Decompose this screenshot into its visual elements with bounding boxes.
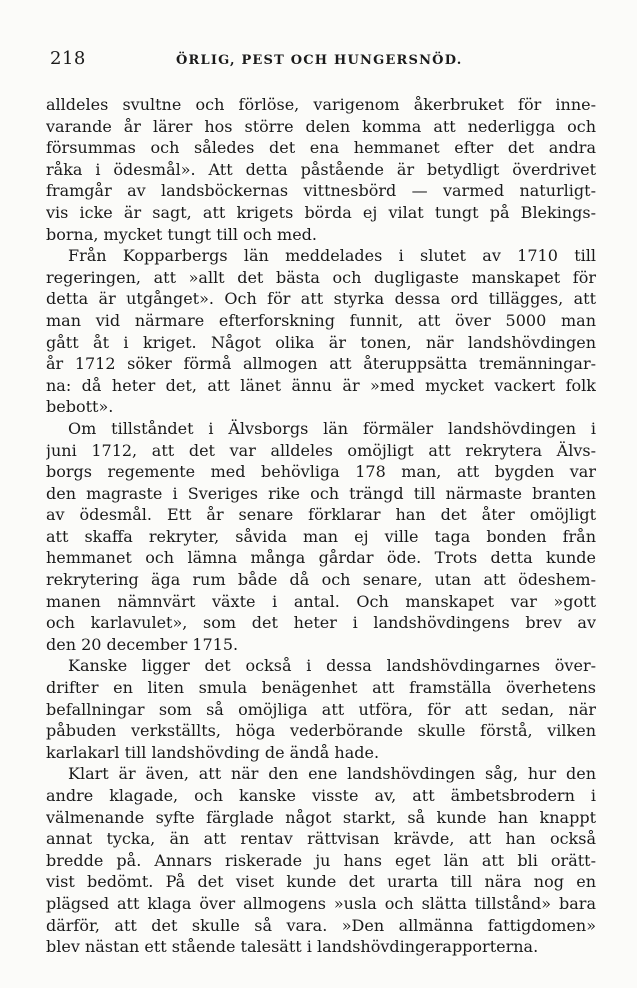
text-line: råka i ödesmål». Att detta påstående är betydligt överdrivet (46, 159, 596, 179)
text-line: därför, att det skulle så vara. »Den allmänna fattigdomen» (46, 915, 596, 935)
page-number: 218 (50, 48, 86, 69)
text-line: gått åt i kriget. Något olika är tonen, när landshövdingen (46, 332, 596, 352)
text-line: na: då heter det, att länet ännu är »med mycket vackert folk (46, 375, 596, 395)
running-head: ÖRLIG, PEST OCH HUNGERSNÖD. (176, 53, 463, 68)
text-line: drifter en liten smula benägenhet att framställa överhetens (46, 678, 596, 698)
text-line: den 20 december 1715. (46, 634, 239, 654)
text-line: blev nästan ett stående talesätt i landshövdingerapporterna. (46, 937, 539, 957)
text-line: alldeles svultne och förlöse, varigenom åkerbruket för inne- (46, 95, 596, 114)
text-line: borgs regemente med behövliga 178 man, att bygden var (46, 462, 596, 482)
text-line: detta är utgånget». Och för att styrka dessa ord tillägges, att (46, 289, 596, 309)
text-line: påbuden verkställts, höga vederbörande skulle förstå, vilken (46, 721, 596, 741)
text-line: karlakarl till landshövding de ändå hade. (46, 742, 380, 762)
text-line: framgår av landsböckernas vittnesbörd — varmed naturligt- (46, 181, 596, 201)
text-line: varande år lärer hos större delen komma att nederligga och (46, 116, 596, 136)
text-line: man vid närmare efterforskning funnit, att över 5000 man (46, 310, 596, 330)
text-line: andre klagade, och kanske visste av, att ämbetsbrodern i (46, 786, 596, 805)
text-line: bredde på. Annars riskerade ju hans eget län att bli orätt- (46, 850, 596, 870)
body-text (46, 94, 596, 958)
text-line: att skaffa rekryter, såvida man ej ville taga bonden från (46, 526, 596, 546)
page-header (50, 48, 587, 76)
text-line: den magraste i Sveriges rike och trängd till närmaste branten (46, 483, 596, 503)
text-line: Från Kopparbergs län meddelades i slutet av 1710 till (68, 246, 596, 266)
text-line: befallningar som så omöjliga att utföra, för att sedan, när (46, 699, 596, 719)
text-line: hemmanet och lämna många gårdar öde. Trots detta kunde (46, 548, 596, 568)
text-line: Om tillståndet i Älvsborgs län förmäler landshövdingen i (68, 418, 596, 438)
text-line: borna, mycket tungt till och med. (46, 224, 318, 244)
text-line: bebott». (46, 397, 114, 417)
text-line: av ödesmål. Ett år senare förklarar han det åter omöjligt (46, 505, 596, 525)
text-line: välmenande syfte färglade något starkt, så kunde han knappt (46, 807, 596, 827)
text-line: år 1712 söker förmå allmogen att återuppsätta tremänningar- (46, 354, 596, 374)
text-line: juni 1712, att det var alldeles omöjligt att rekrytera Älvs- (46, 440, 596, 460)
text-line: rekrytering äga rum både då och senare, utan att ödeshem- (46, 570, 596, 590)
text-line: regeringen, att »allt det bästa och dugligaste manskapet för (46, 267, 596, 287)
text-line: och karlavulet», som det heter i landshövdingens brev av (46, 613, 596, 633)
text-line: Kanske ligger det också i dessa landshövdingarnes över- (68, 656, 596, 676)
text-line: Klart är även, att när den ene landshövdingen såg, hur den (68, 764, 596, 784)
text-line: annat tycka, än att rentav rättvisan krävde, att han också (46, 829, 596, 849)
text-line: vist bedömt. På det viset kunde det urarta till nära nog en (46, 872, 596, 892)
text-line: försummas och således det ena hemmanet efter det andra (46, 138, 596, 158)
text-line: manen nämnvärt växte i antal. Och manskapet var »gott (46, 591, 596, 611)
text-line: vis icke är sagt, att krigets börda ej vilat tungt på Blekings- (46, 202, 596, 222)
text-line: plägsed att klaga över allmogens »usla och slätta tillstånd» bara (46, 893, 596, 913)
